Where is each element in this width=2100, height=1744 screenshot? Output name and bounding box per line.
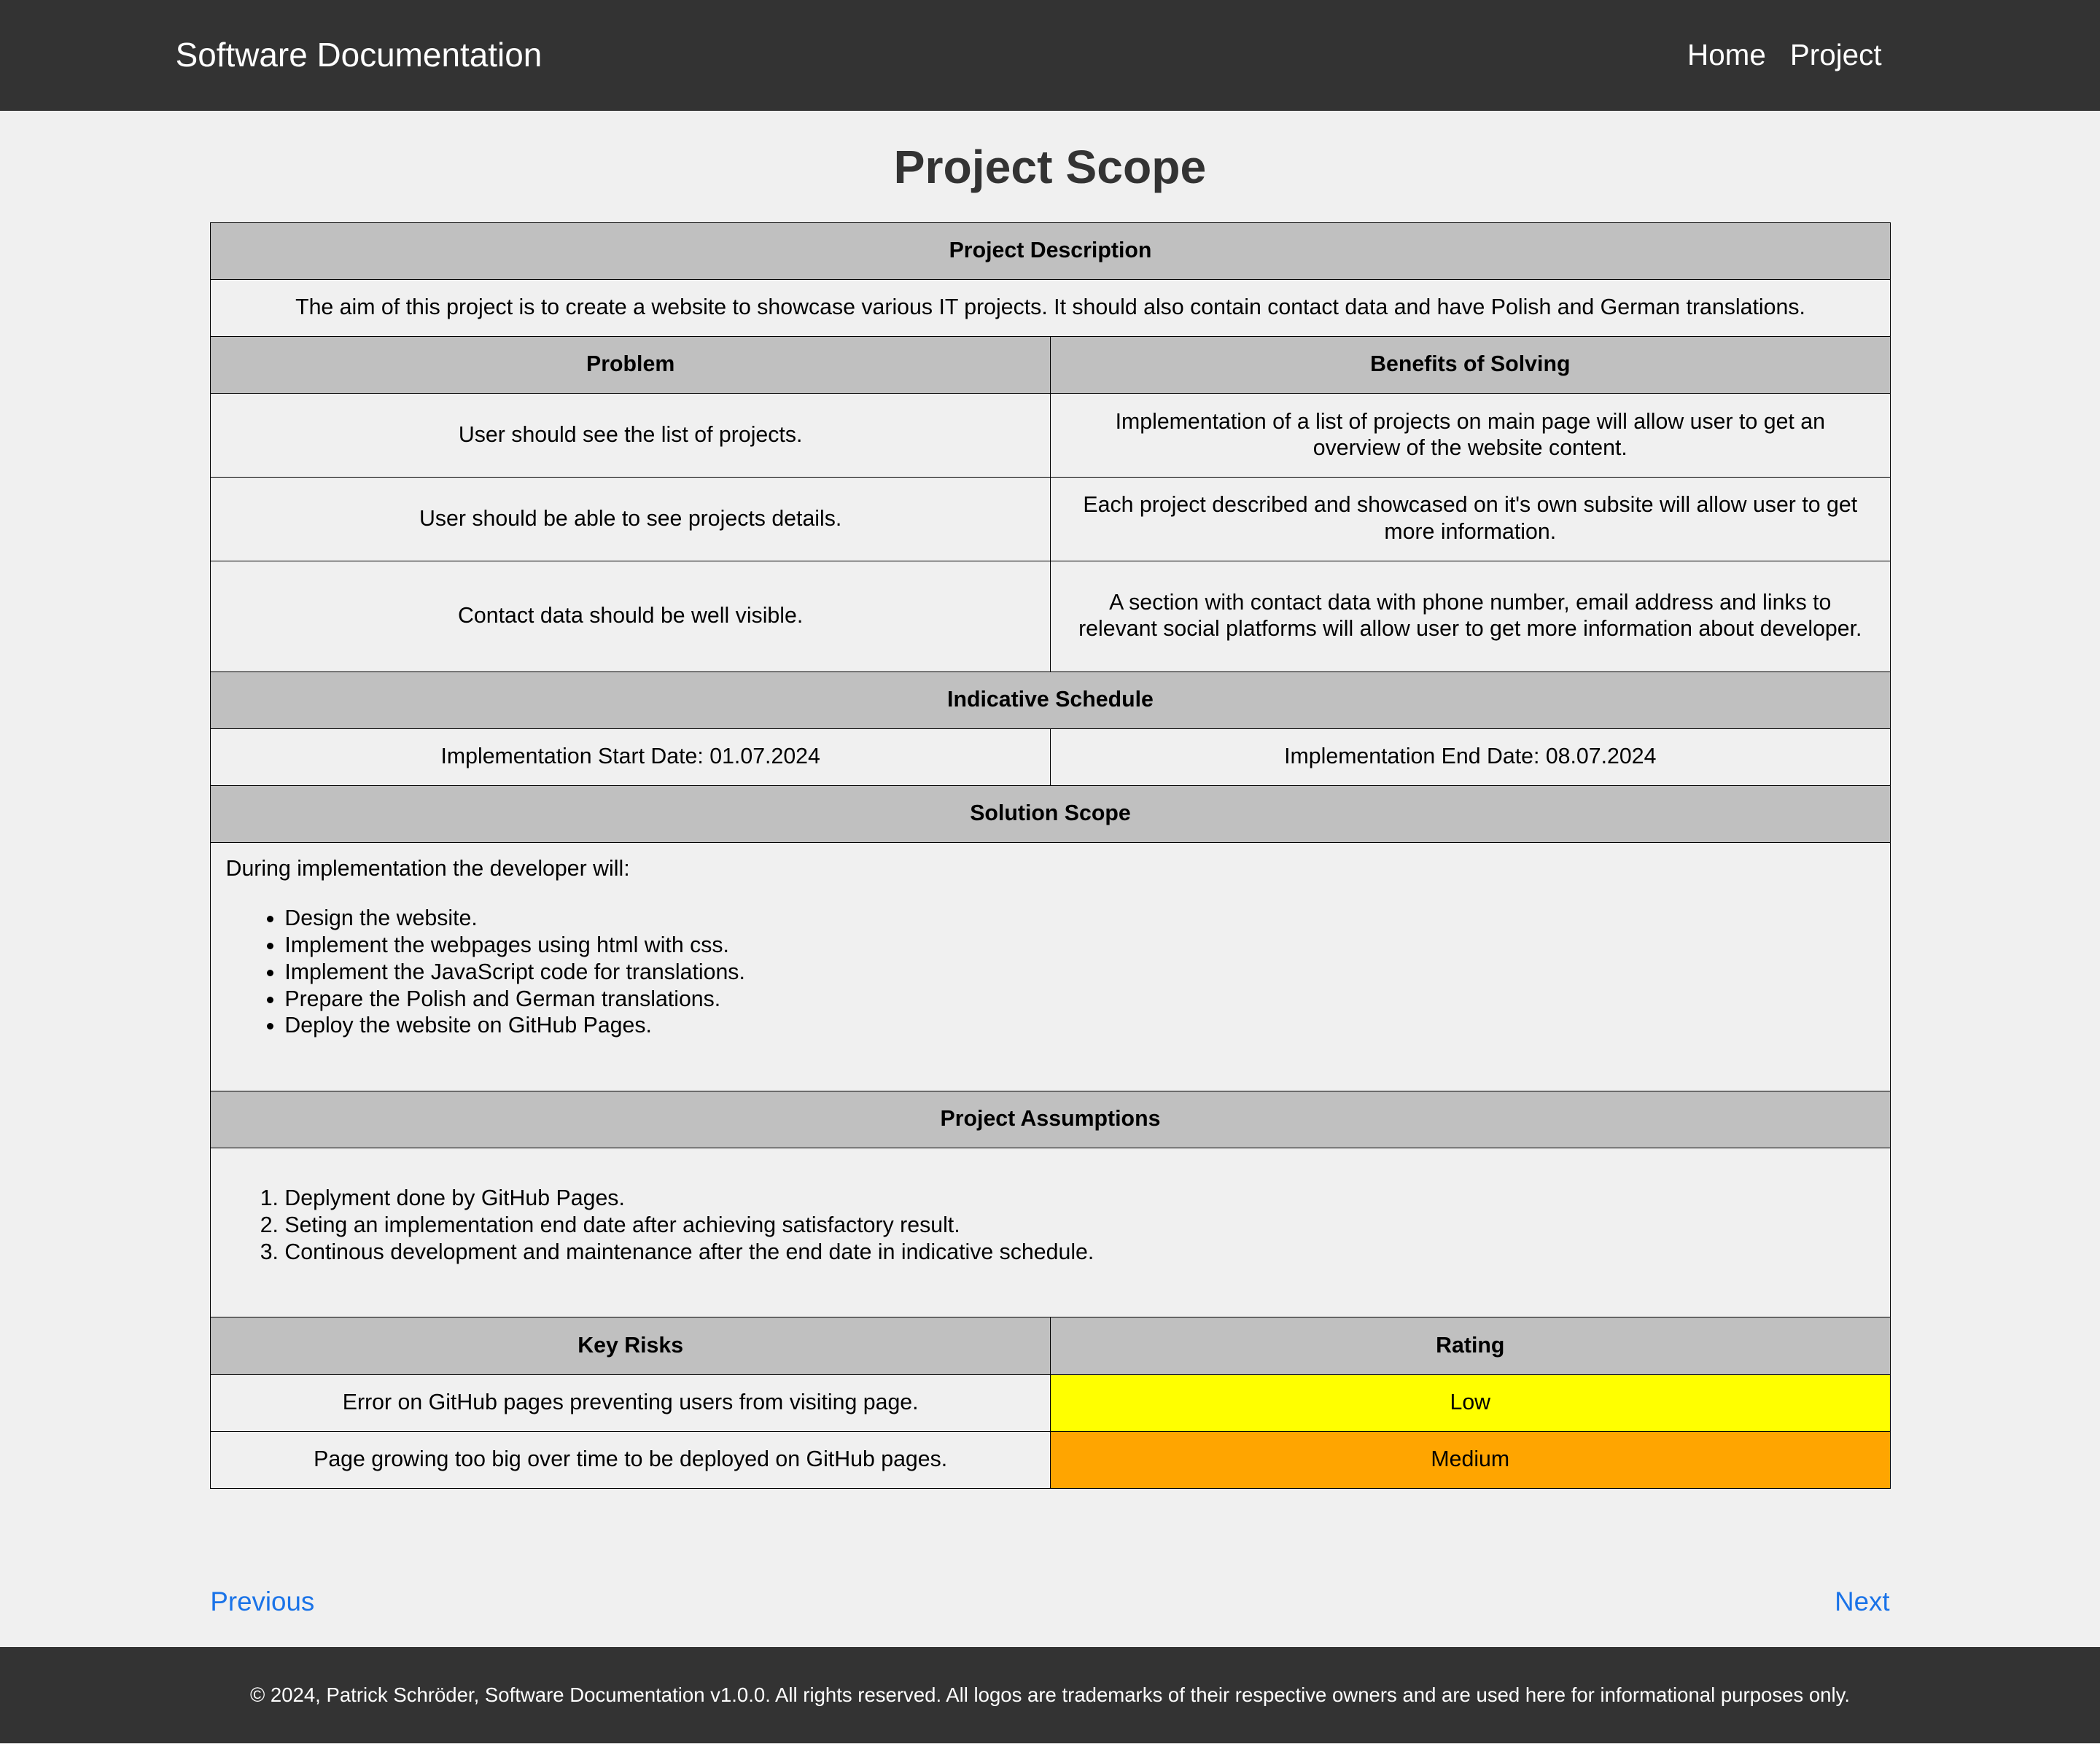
solution-scope-cell: [211, 843, 1890, 1091]
main-nav: [1687, 35, 1882, 75]
list-item: 1. Deplyment done by GitHub Pages.: [284, 1186, 1875, 1212]
table-row: [211, 561, 1890, 672]
description-text: The aim of this project is to create a website to showcase various IT projects. It should also contain contact data and have Polish and German translations.: [211, 280, 1890, 337]
table-row: [211, 478, 1890, 561]
problem-cell: User should be able to see projects details.: [211, 478, 1051, 561]
risks-heading: Key Risks: [211, 1317, 1051, 1374]
risk-cell: Page growing too big over time to be deployed on GitHub pages.: [211, 1431, 1051, 1488]
rating-heading: Rating: [1050, 1317, 1890, 1374]
table-row: [211, 1431, 1890, 1488]
assumptions-list: [226, 1186, 1875, 1266]
end-date: Implementation End Date: 08.07.2024: [1050, 728, 1890, 785]
schedule-heading: Indicative Schedule: [211, 671, 1890, 728]
table-row: [211, 1374, 1890, 1431]
rating-low-badge: Low: [1050, 1374, 1890, 1431]
page-title: Project Scope: [893, 141, 1207, 194]
list-item: • Deploy the website on GitHub Pages.: [284, 1013, 1875, 1040]
benefit-cell: Implementation of a list of projects on main page will allow user to get an overview of the website content.: [1050, 394, 1890, 478]
solution-heading: Solution Scope: [211, 785, 1890, 842]
nav-home-link[interactable]: Home: [1687, 37, 1766, 71]
list-item: 3. Continous development and maintenance after the end date in indicative schedule.: [284, 1239, 1875, 1266]
project-scope-table: [210, 222, 1890, 1489]
footer: [0, 1647, 2100, 1743]
assumptions-heading: Project Assumptions: [211, 1091, 1890, 1148]
start-date: Implementation Start Date: 01.07.2024: [211, 728, 1051, 785]
footer-text: © 2024, Patrick Schröder, Software Documentation v1.0.0. All rights reserved. All logos are trademarks of their respective owners and are used here for informational purposes only.: [249, 1683, 1850, 1706]
problem-cell: Contact data should be well visible.: [211, 561, 1051, 672]
list-item: • Design the website.: [284, 906, 1875, 933]
list-item: • Implement the webpages using html with css.: [284, 933, 1875, 959]
benefit-cell: A section with contact data with phone number, email address and links to relevant social platforms will allow user to get more information about developer.: [1050, 561, 1890, 672]
risk-cell: Error on GitHub pages preventing users from visiting page.: [211, 1374, 1051, 1431]
assumptions-cell: [211, 1148, 1890, 1317]
benefit-cell: Each project described and showcased on it's own subsite will allow user to get more information.: [1050, 478, 1890, 561]
brand-link[interactable]: Software Documentation: [175, 35, 542, 74]
solution-intro: During implementation the developer will:: [225, 857, 630, 881]
benefits-heading: Benefits of Solving: [1050, 337, 1890, 394]
next-link[interactable]: Next: [1835, 1586, 1890, 1616]
list-item: • Prepare the Polish and German translations.: [284, 986, 1875, 1013]
table-row: [211, 394, 1890, 478]
problem-cell: User should see the list of projects.: [211, 394, 1051, 478]
list-item: 2. Seting an implementation end date after achieving satisfactory result.: [284, 1212, 1875, 1239]
solution-list: [226, 906, 1875, 1040]
previous-link[interactable]: Previous: [210, 1586, 315, 1616]
top-navbar: [0, 0, 2100, 111]
problem-heading: Problem: [211, 337, 1051, 394]
list-item: • Implement the JavaScript code for translations.: [284, 959, 1875, 986]
nav-project-link[interactable]: Project: [1789, 37, 1882, 71]
description-heading: Project Description: [211, 222, 1890, 279]
rating-medium-badge: Medium: [1050, 1431, 1890, 1488]
